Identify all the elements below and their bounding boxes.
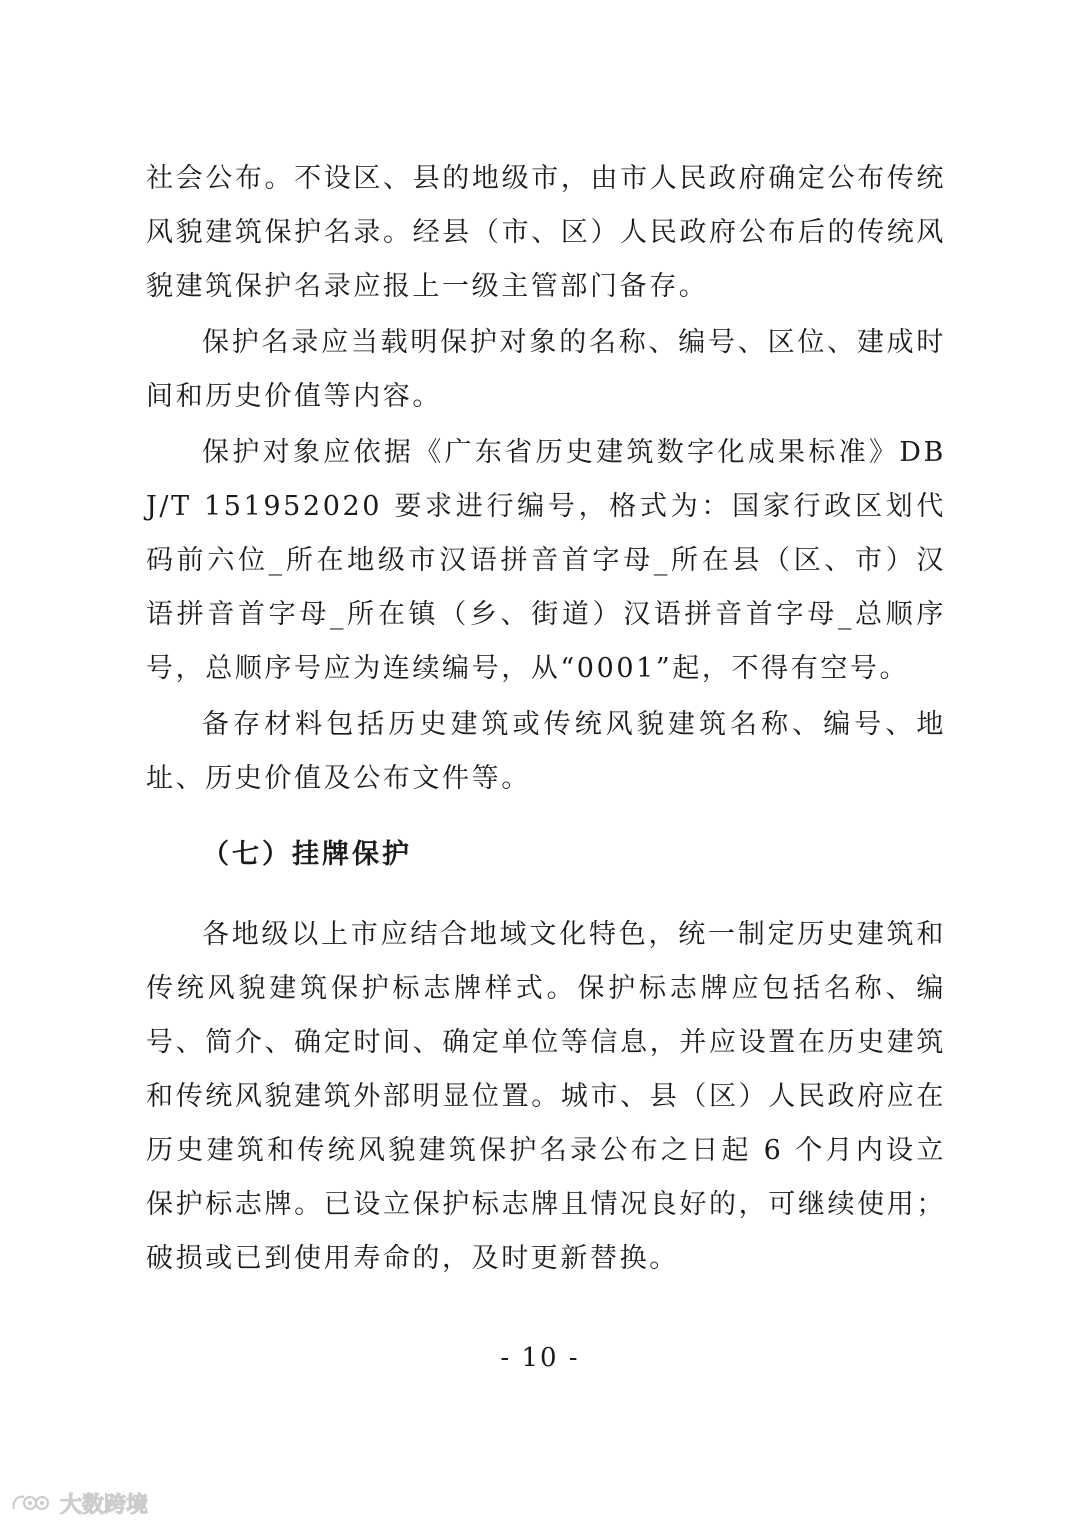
paragraph-list-contents: 保护名录应当载明保护对象的名称、编号、区位、建成时间和历史价值等内容。: [146, 327, 946, 412]
document-body: [146, 152, 946, 1286]
section-heading: （七）挂牌保护: [202, 839, 412, 870]
watermark-text: 大数跨境: [60, 1493, 149, 1518]
paragraph-signage-protection: 各地级以上市应结合地域文化特色，统一制定历史建筑和传统风貌建筑保护标志牌样式。保护标志牌应包括名称、编号、简介、确定时间、确定单位等信息，并应设置在历史建筑和传统风貌建筑外部明显位置。城市、县（区）人民政府应在历史建筑和传统风貌建筑保护名录公布之日起 6 个月内设立保护标志牌。已设立保护标志牌且情况良好的，可继续使用；破损或已到使用寿命的，及时更新替换。: [146, 919, 946, 1274]
paragraph-filing-materials: 备存材料包括历史建筑或传统风貌建筑名称、编号、地址、历史价值及公布文件等。: [146, 709, 946, 794]
page-number: - 10 -: [500, 1343, 580, 1373]
watermark: [10, 1488, 148, 1519]
paragraph-name-list-publication: 社会公布。不设区、县的地级市，由市人民政府确定公布传统风貌建筑保护名录。经县（市、区）人民政府公布后的传统风貌建筑保护名录应报上一级主管部门备存。: [146, 163, 946, 302]
paragraph-numbering-rule: 保护对象应依据《广东省历史建筑数字化成果标准》DBJ/T 151952020 要求进行编号，格式为：国家行政区划代码前六位_所在地级市汉语拼音首字母_所在县（区、市）汉语拼音首字母_所在镇（乡、街道）汉语拼音首字母_总顺序号，总顺序号应为连续编号，从“0001”起，不得有空号。: [146, 437, 946, 684]
camera-logo-icon: [10, 1489, 56, 1519]
